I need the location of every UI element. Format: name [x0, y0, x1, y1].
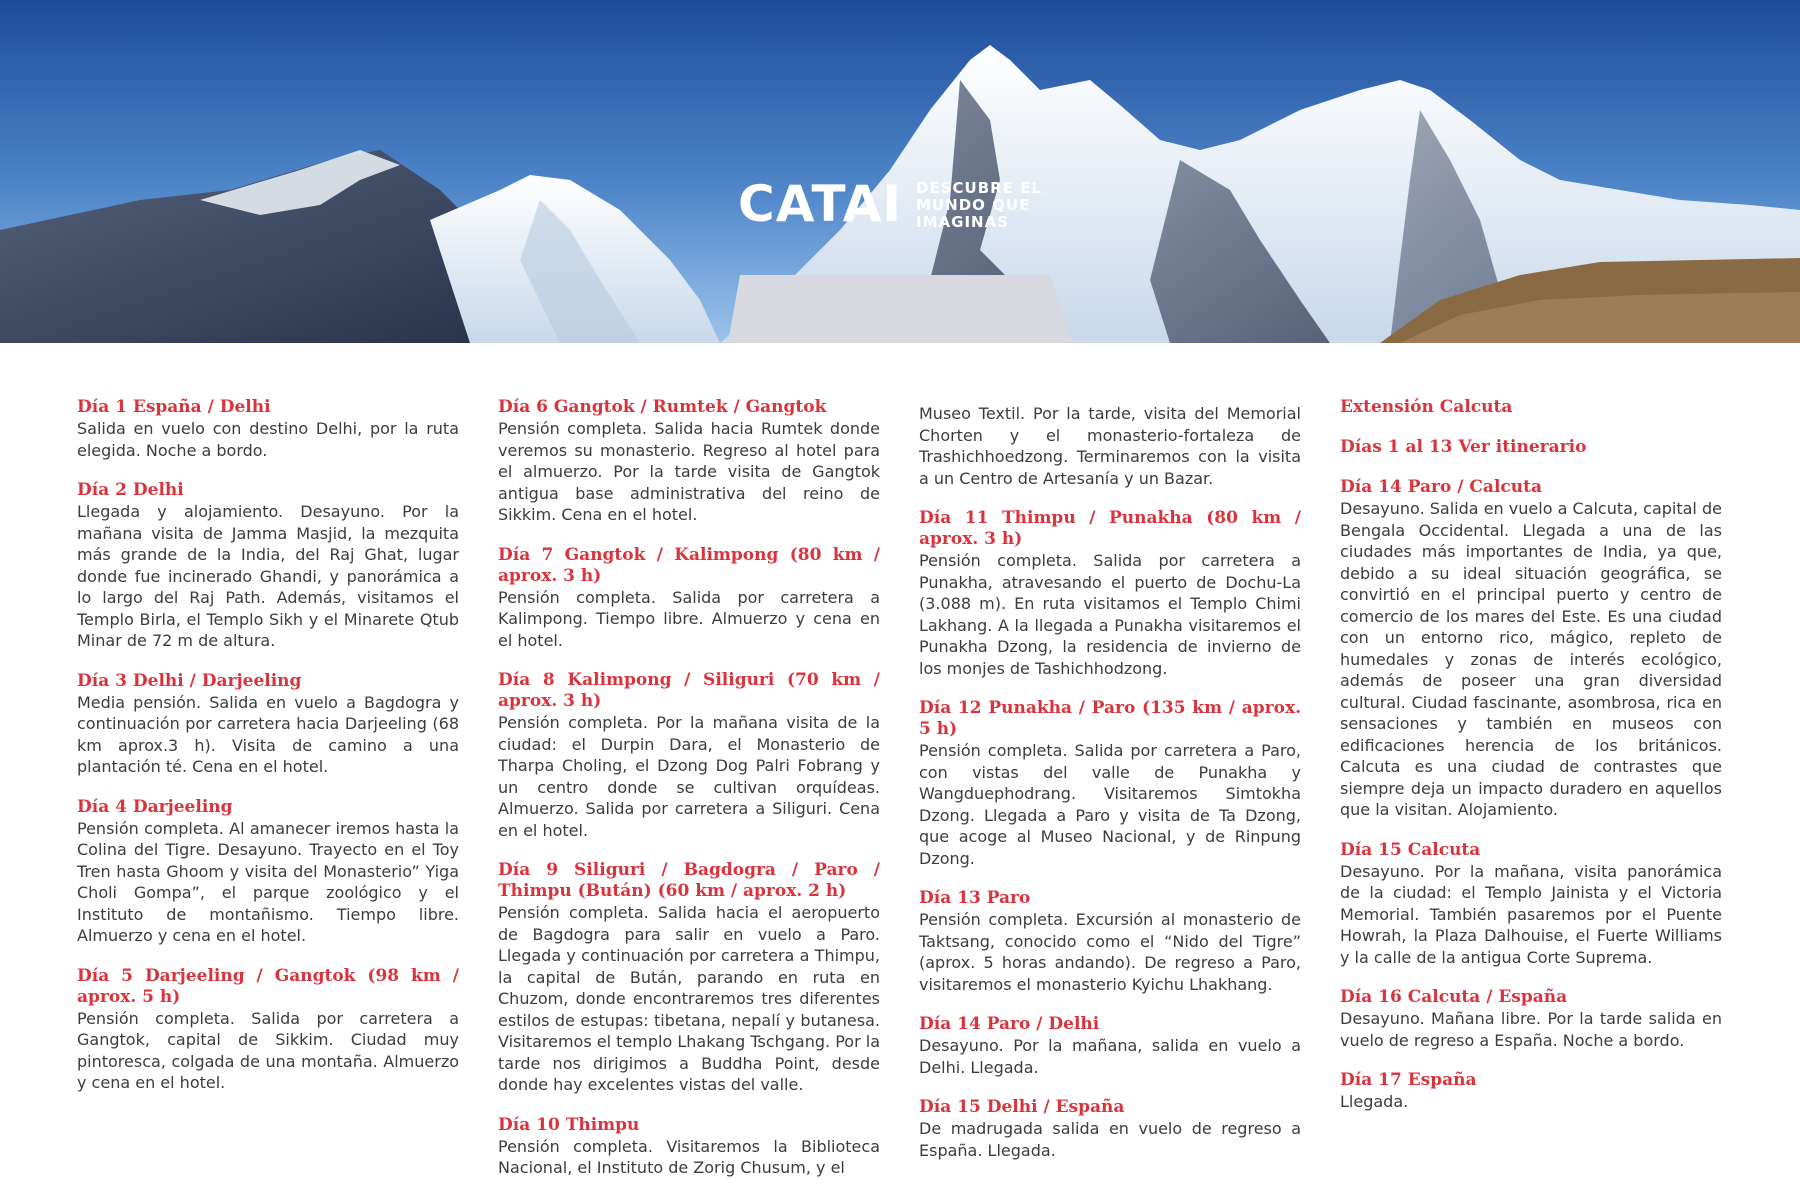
day-description: Pensión completa. Salida por carretera a Kalimpong. Tiempo libre. Almuerzo y cena en el hotel.	[498, 587, 880, 650]
day-description: Pensión completa. Visitaremos la Biblioteca Nacional, el Instituto de Zorig Chusum, y el	[498, 1136, 880, 1177]
day-entry	[919, 888, 1301, 995]
day-title: Día 17 España	[1340, 1070, 1477, 1090]
itinerary-column-4	[1340, 397, 1722, 1198]
mountain-landscape-image	[0, 0, 1800, 343]
days-reference-title: Días 1 al 13 Ver itinerario	[1340, 437, 1587, 457]
day-entry	[77, 966, 459, 1094]
day-description: Pensión completa. Excursión al monasterio de Taktsang, conocido como el “Nido del Tigre” (aprox. 5 horas andando). De regreso a Paro, visitaremos el monasterio Kyichu Lhakhang.	[919, 910, 1301, 994]
day-entry	[77, 480, 459, 652]
day-title: Día 9 Siliguri / Bagdogra / Paro / Thimpu (Bután) (60 km / aprox. 2 h)	[498, 860, 880, 901]
day-entry	[919, 1097, 1301, 1161]
day-description: Pensión completa. Salida por carretera a Gangtok, capital de Sikkim. Ciudad muy pintoresca, colgada de una montaña. Almuerzo y cena en el hotel.	[77, 1008, 459, 1092]
day-entry	[919, 508, 1301, 679]
header-banner	[0, 0, 1800, 343]
day-10-continuation: Museo Textil. Por la tarde, visita del Memorial Chorten y el monasterio-fortaleza de Trashichhoedzong. Terminaremos con la visita a un Centro de Artesanía y un Bazar.	[919, 404, 1301, 488]
day-description: Llegada y alojamiento. Desayuno. Por la mañana visita de Jamma Masjid, la mezquita más grande de la India, del Raj Ghat, lugar donde fue incinerado Ghandi, y panorámica a lo largo del Raj Path. Además, visitamos el Templo Birla, el Templo Sikh y el Minarete Qtub Minar de 72 m de altura.	[77, 502, 459, 650]
day-entry	[919, 698, 1301, 869]
catai-logo	[738, 178, 1046, 230]
day-title: Día 13 Paro	[919, 888, 1031, 908]
day-description: Salida en vuelo con destino Delhi, por la ruta elegida. Noche a bordo.	[77, 419, 459, 460]
day-description: Desayuno. Mañana libre. Por la tarde salida en vuelo de regreso a España. Noche a bordo.	[1340, 1009, 1722, 1050]
day-title: Día 8 Kalimpong / Siliguri (70 km / aprox. 3 h)	[498, 670, 880, 711]
day-entry	[1340, 477, 1722, 821]
day-description: Desayuno. Salida en vuelo a Calcuta, capital de Bengala Occidental. Llegada a una de las ciudades más importantes de India, ya que, debido a su ideal situación geográfica, se convirtió en el principal puerto y centro de comercio de los mares del Este. Es una ciudad con un entorno rico, mágico, repleto de humedales y zonas de interés ecológico, además de poseer una gran diversidad cultural. Ciudad fascinante, asombrosa, rica en sensaciones y también en museos con edificaciones herencia de los británicos. Calcuta es una ciudad de contrastes que siempre deja un impacto duradero en aquellos que la visitan. Alojamiento.	[1340, 499, 1722, 819]
day-description: Pensión completa. Por la mañana visita de la ciudad: el Durpin Dara, el Monasterio de Tharpa Choling, el Dzong Dog Palri Fobrang y un centro donde se cultivan orquídeas. Almuerzo. Salida por carretera a Siliguri. Cena en el hotel.	[498, 713, 880, 840]
day-description: De madrugada salida en vuelo de regreso a España. Llegada.	[919, 1119, 1301, 1160]
extension-title: Extensión Calcuta	[1340, 397, 1513, 417]
itinerary-columns	[77, 397, 1722, 1198]
day-title: Día 15 Delhi / España	[919, 1097, 1125, 1117]
tagline-line: DESCUBRE EL	[916, 179, 1042, 197]
tagline-line: IMAGINAS	[916, 213, 1010, 228]
days-reference	[1340, 437, 1722, 458]
day-title: Día 2 Delhi	[77, 480, 184, 500]
day-description: Desayuno. Por la mañana, visita panorámica de la ciudad: el Templo Jainista y el Victoria Memorial. También pasaremos por el Puente Howrah, la Plaza Dalhouise, el Fuerte Williams y la calle de la antigua Corte Suprema.	[1340, 861, 1722, 967]
tagline-line: MUNDO QUE	[916, 196, 1031, 214]
itinerary-column-1	[77, 397, 459, 1198]
day-entry	[498, 1115, 880, 1179]
logo-tagline	[916, 178, 1046, 228]
day-entry	[919, 1014, 1301, 1078]
day-entry	[1340, 840, 1722, 969]
day-entry	[498, 397, 880, 526]
day-title: Día 1 España / Delhi	[77, 397, 271, 417]
day-title: Día 6 Gangtok / Rumtek / Gangtok	[498, 397, 827, 417]
day-description: Pensión completa. Salida por carretera a Punakha, atravesando el puerto de Dochu-La (3.088 m). En ruta visitamos el Templo Chimi Lakhang. A la llegada a Punakha visitaremos el Punakha Dzong, la residencia de invierno de los monjes de Tashichhodzong.	[919, 551, 1301, 678]
day-title: Día 14 Paro / Calcuta	[1340, 477, 1542, 497]
day-title: Día 15 Calcuta	[1340, 839, 1481, 860]
day-entry	[77, 397, 459, 461]
day-entry	[77, 797, 459, 947]
day-entry	[1340, 987, 1722, 1051]
day-title: Día 5 Darjeeling / Gangtok (98 km / aprox. 5 h)	[77, 965, 459, 1007]
day-title: Día 7 Gangtok / Kalimpong (80 km / aprox. 3 h)	[498, 544, 880, 586]
day-entry	[77, 671, 459, 778]
day-entry	[498, 670, 880, 841]
itinerary-column-2	[498, 397, 880, 1198]
itinerary-column-3	[919, 403, 1301, 1198]
day-title: Día 4 Darjeeling	[77, 796, 233, 817]
logo-wordmark: CATAI	[738, 178, 903, 230]
day-title: Día 3 Delhi / Darjeeling	[77, 670, 302, 691]
day-entry	[498, 860, 880, 1096]
day-entry	[498, 545, 880, 652]
day-entry	[1340, 1070, 1722, 1113]
day-description: Pensión completa. Salida por carretera a Paro, con vistas del valle de Punakha y Wangduephodrang. Visitaremos Simtokha Dzong. Llegada a Paro y visita de Ta Dzong, que acoge al Museo Nacional, y de Rinpung Dzong.	[919, 741, 1301, 868]
extension-heading	[1340, 397, 1722, 418]
day-title: Día 11 Thimpu / Punakha (80 km / aprox. 3 h)	[919, 508, 1301, 549]
day-title: Día 14 Paro / Delhi	[919, 1014, 1100, 1034]
day-title: Día 16 Calcuta / España	[1340, 987, 1568, 1007]
day-description: Pensión completa. Salida hacia Rumtek donde veremos su monasterio. Regreso al hotel para el almuerzo. Por la tarde visita de Gangtok antigua base administrativa del reino de Sikkim. Cena en el hotel.	[498, 419, 880, 524]
day-title: Día 10 Thimpu	[498, 1114, 640, 1135]
day-description: Media pensión. Salida en vuelo a Bagdogra y continuación por carretera hacia Darjeeling (68 km aprox.3 h). Visita de camino a una plantación té. Cena en el hotel.	[77, 692, 459, 776]
day-description: Desayuno. Por la mañana, salida en vuelo a Delhi. Llegada.	[919, 1036, 1301, 1077]
day-description: Pensión completa. Al amanecer iremos hasta la Colina del Tigre. Desayuno. Trayecto en el Toy Tren hasta Ghoom y visita del Monasterio” Yiga Choli Gompa”, el parque zoológico y el Instituto de montañismo. Tiempo libre. Almuerzo y cena en el hotel.	[77, 818, 459, 945]
day-title: Día 12 Punakha / Paro (135 km / aprox. 5 h)	[919, 698, 1301, 739]
day-description: Llegada.	[1340, 1092, 1409, 1111]
day-description: Pensión completa. Salida hacia el aeropuerto de Bagdogra para salir en vuelo a Paro. Llegada y continuación por carretera a Thimpu, la capital de Bután, parando en ruta en Chuzom, donde encontraremos tres diferentes estilos de estupas: tibetana, nepalí y butanesa. Visitaremos el templo Lhakang Tschgang. Por la tarde nos dirigimos a Buddha Point, desde donde hay excelentes vistas del valle.	[498, 903, 880, 1094]
